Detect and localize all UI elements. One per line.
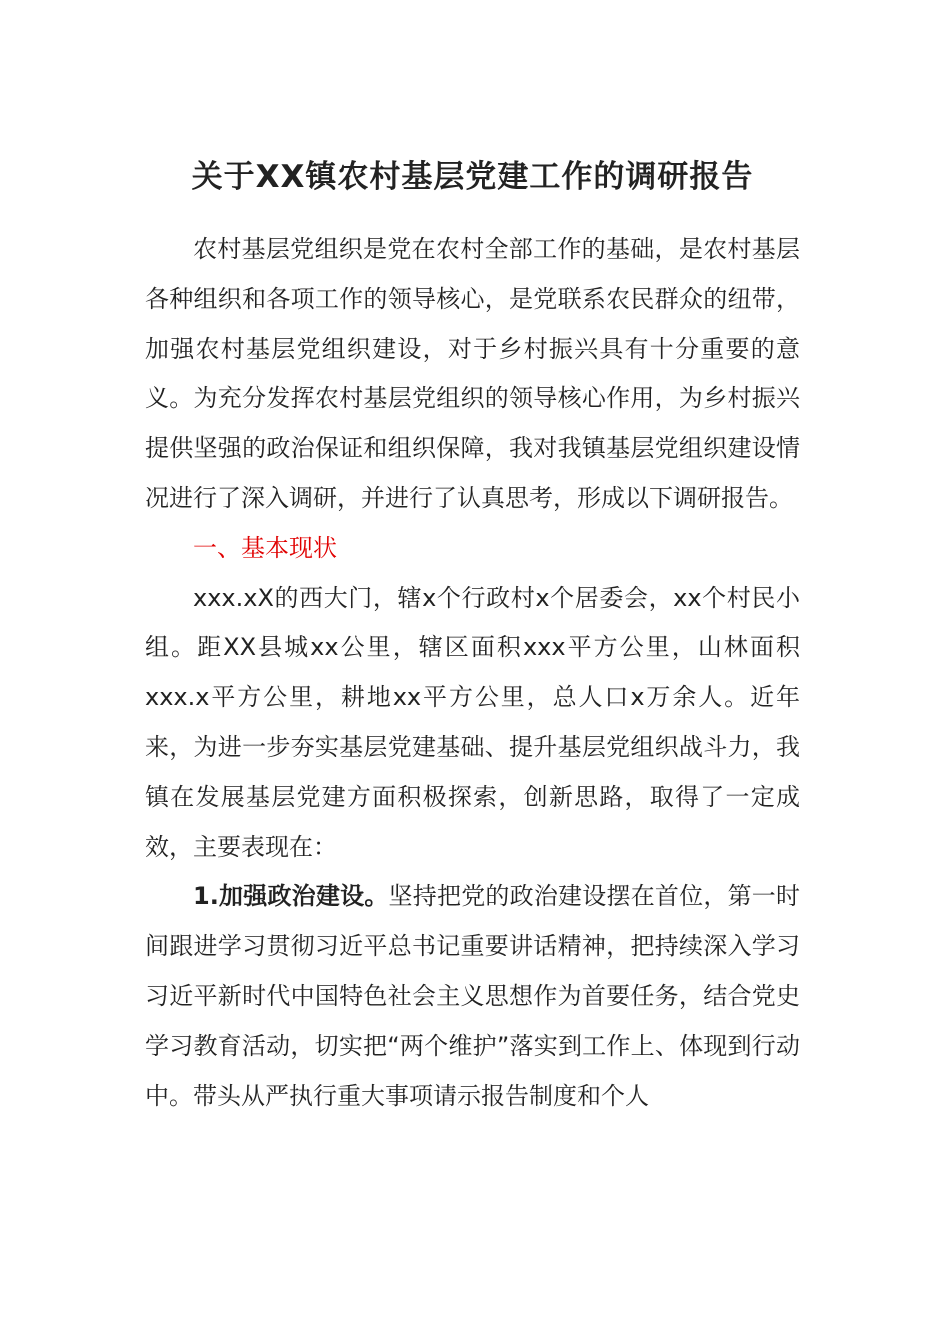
item-1-text: 坚持把党的政治建设摆在首位，第一时间跟进学习贯彻习近平总书记重要讲话精神，把持续深入学习习近平新时代中国特色社会主义思想作为首要任务，结合党史学习教育活动，切实把“两个维护”落实到工作上、体现到行动中。带头从严执行重大事项请示报告制度和个人 — [145, 882, 800, 1110]
document-body — [145, 225, 800, 1121]
item-1-paragraph — [145, 872, 800, 1121]
section-heading-basic-status: 一、基本现状 — [193, 533, 337, 562]
intro-paragraph: 农村基层党组织是党在农村全部工作的基础，是农村基层各种组织和各项工作的领导核心，是党联系农民群众的纽带，加强农村基层党组织建设，对于乡村振兴具有十分重要的意义。为充分发挥农村基层党组织的领导核心作用，为乡村振兴提供坚强的政治保证和组织保障，我对我镇基层党组织建设情况进行了深入调研，并进行了认真思考，形成以下调研报告。 — [145, 235, 800, 512]
document-title: 关于XX镇农村基层党建工作的调研报告 — [191, 159, 754, 195]
item-1-lead: 1.加强政治建设。 — [193, 882, 389, 911]
status-paragraph: xxx.xX的西大门，辖x个行政村x个居委会，xx个村民小组。距XX县城xx公里，辖区面积xxx平方公里，山林面积xxx.x平方公里，耕地xx平方公里，总人口x万余人。近年来，为进一步夯实基层党建基础、提升基层党组织战斗力，我镇在发展基层党建方面积极探索，创新思路，取得了一定成效，主要表现在： — [145, 583, 800, 861]
